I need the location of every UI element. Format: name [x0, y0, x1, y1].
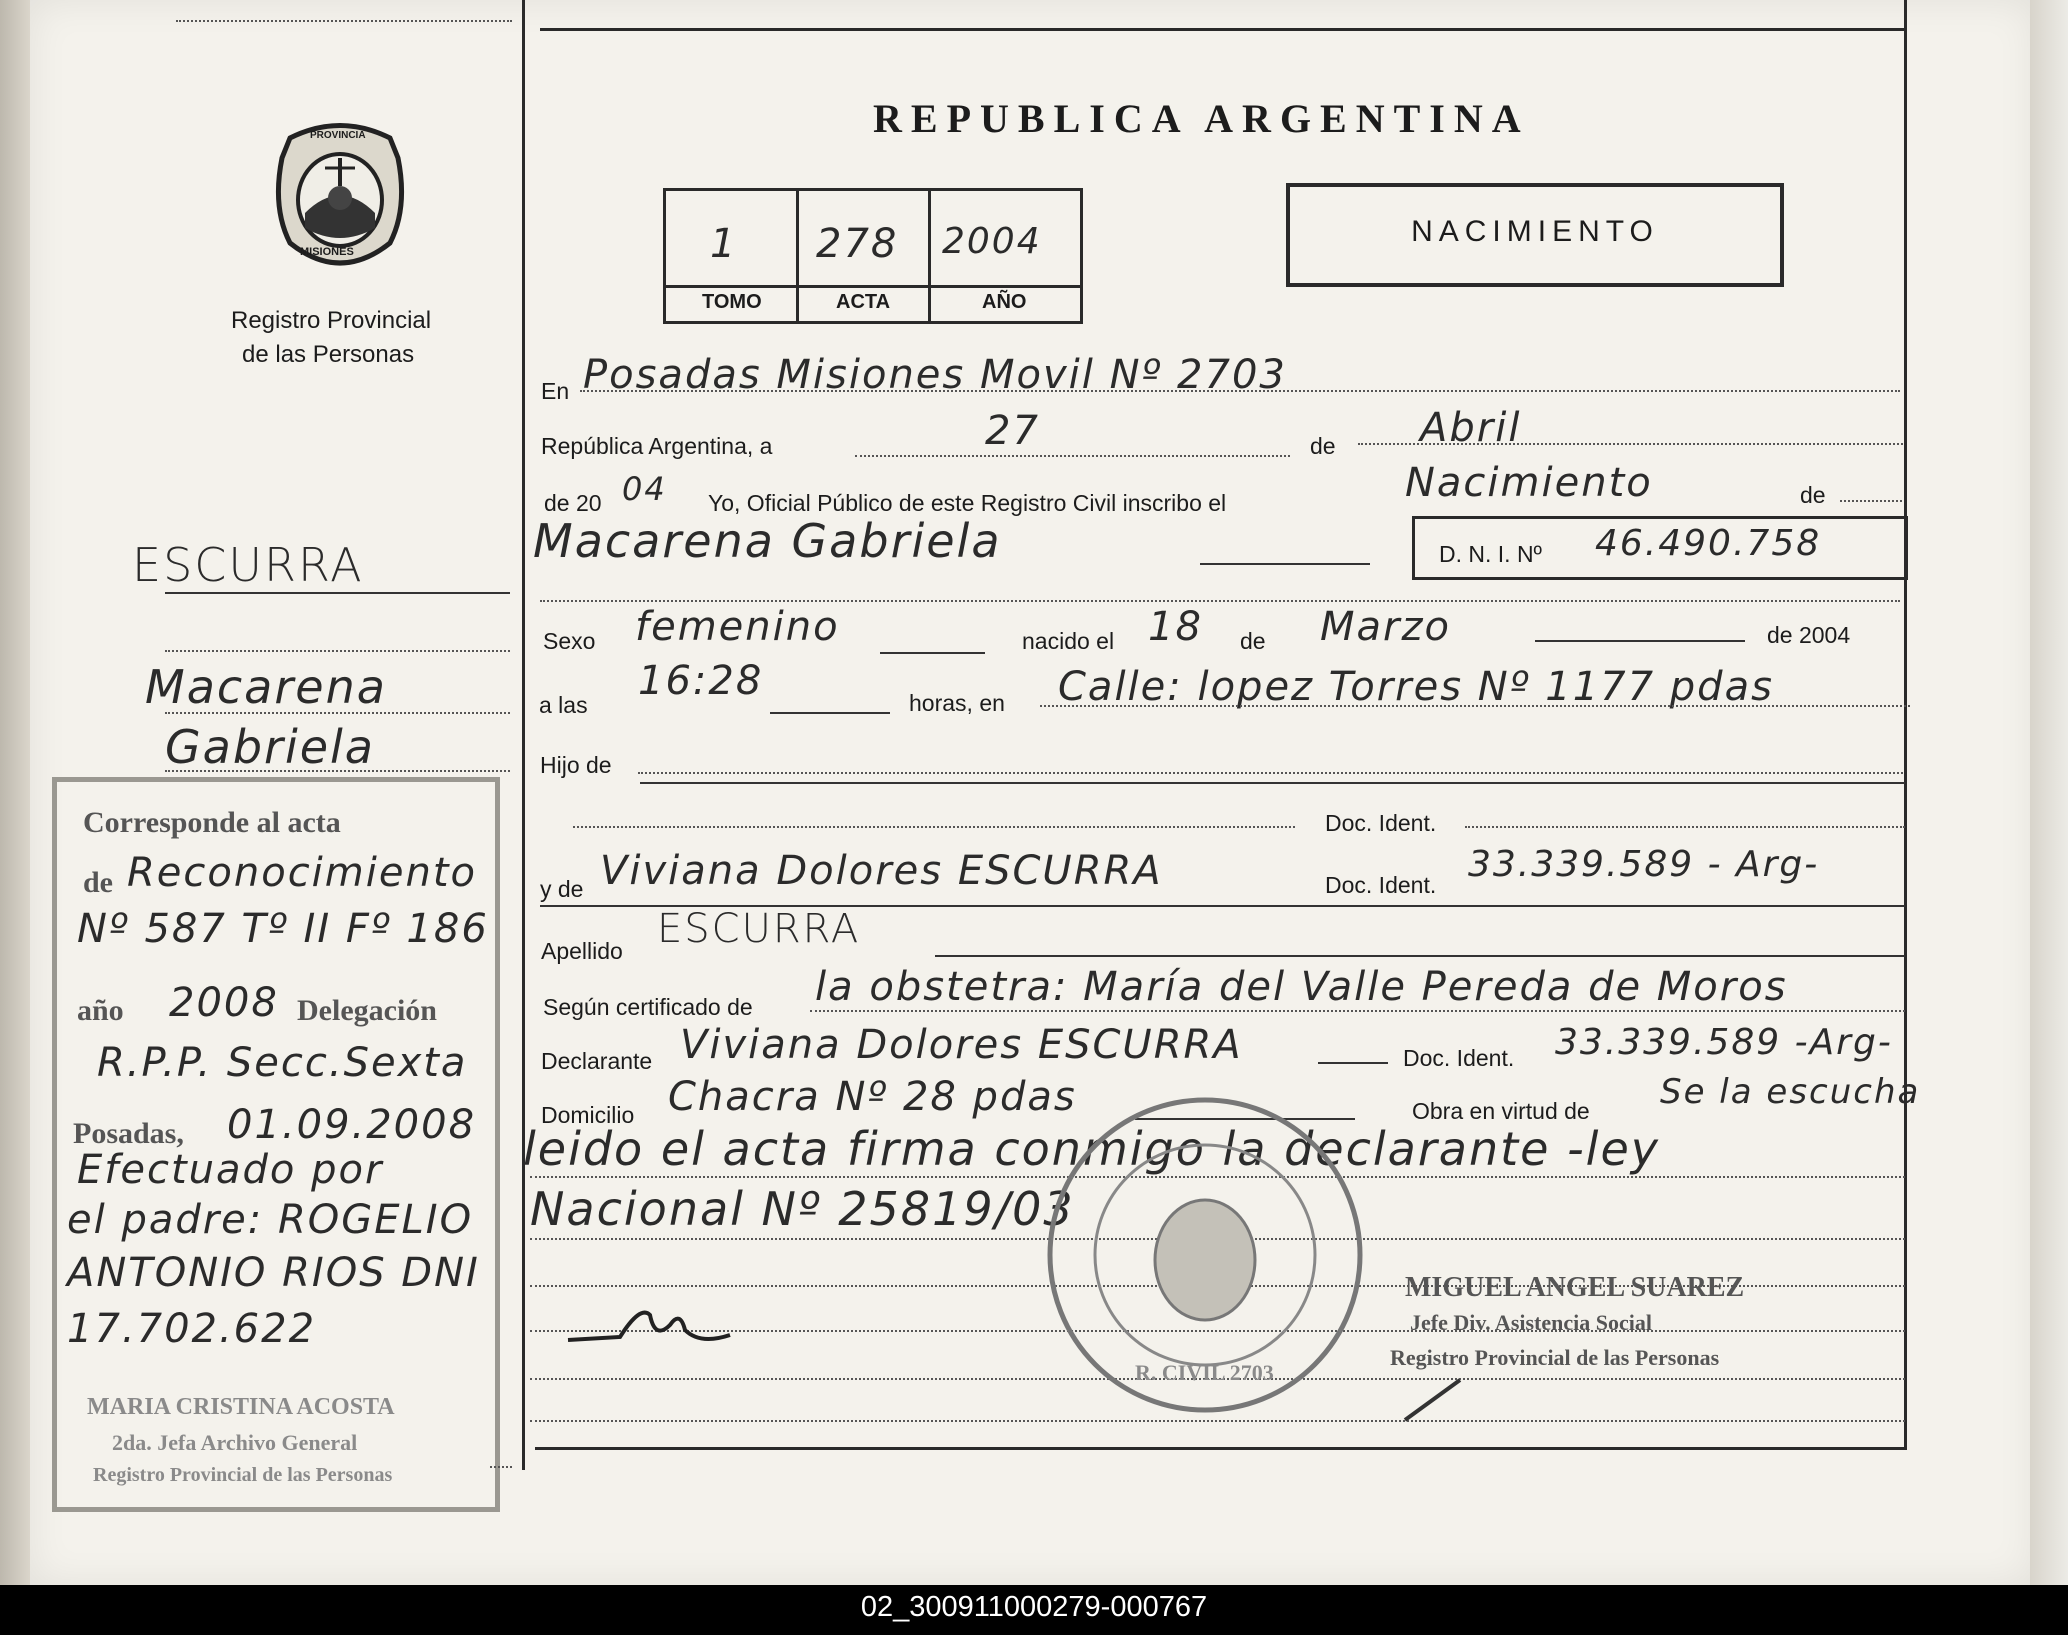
emblem-label: MISIONES: [300, 246, 354, 258]
record-box-divider: [666, 285, 1080, 288]
separator-line: [540, 600, 1900, 602]
stamp-line6-value: 01.09.2008: [227, 1102, 477, 1148]
acta-label: ACTA: [836, 291, 891, 313]
sexo-line: [880, 652, 985, 654]
en-label: En: [541, 378, 570, 404]
country-title: REPUBLICA ARGENTINA: [873, 96, 1530, 141]
paper-right-edge: [2030, 0, 2068, 1585]
hijo-line: [638, 772, 1903, 774]
day-value: 27: [985, 408, 1040, 454]
horas-label: horas, en: [909, 690, 1005, 716]
segun-value: la obstetra: María del Valle Pereda de Moros: [815, 964, 1788, 1010]
stamp-line4-suffix: Delegación: [297, 994, 437, 1027]
margin-bottom-line: [490, 1466, 512, 1468]
margin-line: [165, 770, 510, 772]
doc-ident-label3: Doc. Ident.: [1403, 1045, 1515, 1071]
dni-value: 46.490.758: [1595, 523, 1822, 564]
inscribo-value: Nacimiento: [1405, 460, 1653, 506]
stamp-line7: Efectuado por: [77, 1147, 384, 1193]
image-id-label: 02_300911000279-000767: [860, 1591, 1208, 1623]
official-org: Registro Provincial de las Personas: [1390, 1345, 1720, 1370]
declarante-label: Declarante: [541, 1048, 653, 1074]
official-role: Jefe Div. Asistencia Social: [1410, 1310, 1652, 1335]
de-label2: de: [1800, 482, 1826, 508]
nota-linea2: Nacional Nº 25819/03: [530, 1182, 1075, 1236]
record-type: NACIMIENTO: [1411, 215, 1659, 248]
record-number-box: [663, 188, 1083, 324]
doc-ident-label: Doc. Ident.: [1325, 810, 1437, 836]
y-de-label: y de: [540, 876, 584, 902]
record-box-divider: [796, 191, 799, 321]
misiones-emblem: [270, 118, 410, 278]
sexo-value: femenino: [635, 604, 840, 650]
top-left-dotted-line: [176, 20, 512, 22]
stamp-sign-org: Registro Provincial de las Personas: [93, 1464, 393, 1486]
dni-label: D. N. I. Nº: [1439, 541, 1542, 567]
right-border: [1904, 0, 1907, 1450]
domicilio-label: Domicilio: [541, 1102, 635, 1128]
doc-ident-label2: Doc. Ident.: [1325, 872, 1437, 898]
ano-value: 2004: [942, 221, 1042, 262]
margin-nombre2: Gabriela: [165, 720, 375, 774]
lugar-line: [1040, 705, 1910, 707]
de-label: de: [1310, 433, 1336, 459]
stamp-line2-value: Reconocimiento: [127, 850, 477, 896]
stamp-line4-value: 2008: [169, 980, 279, 1026]
margin-line: [165, 712, 510, 714]
margin-nombre1: Macarena: [145, 660, 387, 714]
official-name: MIGUEL ANGEL SUAREZ: [1405, 1272, 1745, 1303]
day-line: [855, 455, 1290, 457]
declarante-signature: [560, 1285, 740, 1355]
stamp-line3: Nº 587 Tº II Fº 186: [77, 906, 489, 952]
apellido-line: [935, 955, 1905, 957]
hora-value: 16:28: [638, 658, 764, 704]
declarante-doc: 33.339.589 -Arg-: [1555, 1022, 1893, 1063]
seal-inner-text: R. CIVIL 2703: [1135, 1360, 1274, 1385]
birth-month-line: [1535, 640, 1745, 642]
republica-label: República Argentina, a: [541, 433, 773, 459]
en-value: Posadas Misiones Movil Nº 2703: [583, 352, 1287, 398]
acta-value: 278: [816, 221, 899, 267]
column-divider: [522, 0, 525, 1470]
month-value: Abril: [1420, 405, 1522, 451]
stamp-sign-role: 2da. Jefa Archivo General: [112, 1430, 358, 1455]
stamp-line5: R.P.P. Secc.Sexta: [97, 1040, 468, 1086]
margin-apellido: ESCURRA: [132, 538, 364, 592]
margin-line: [165, 650, 510, 652]
margin-apellido-line: [165, 592, 510, 594]
record-type-box: [1286, 183, 1784, 287]
stamp-line4-prefix: año: [77, 994, 124, 1027]
civil-registry-seal: [1040, 1090, 1370, 1420]
paper-left-edge: [0, 0, 34, 1585]
yo-text: Yo, Oficial Público de este Registro Civil inscribo el: [708, 490, 1227, 516]
madre-doc: 33.339.589 - Arg-: [1468, 844, 1820, 885]
en-line: [580, 390, 1900, 392]
de-label3: de: [1240, 628, 1266, 654]
obra-value: Se la escucha: [1660, 1072, 1921, 1112]
nota-linea1: leido el acta firma conmigo la declarante -ley: [523, 1122, 1660, 1176]
de-20-label: de 20: [544, 490, 602, 516]
birth-month: Marzo: [1320, 604, 1451, 650]
segun-line: [810, 1010, 1905, 1012]
hijo-line2: [640, 782, 1905, 784]
segun-label: Según certificado de: [543, 994, 753, 1020]
hora-line: [770, 712, 890, 714]
declarante-value: Viviana Dolores ESCURRA: [680, 1022, 1243, 1068]
bottom-rule: [535, 1447, 1907, 1450]
sexo-label: Sexo: [543, 628, 596, 654]
dni-box: [1412, 516, 1908, 580]
apellido-value: ESCURRA: [657, 906, 861, 952]
emblem-top-label: PROVINCIA: [310, 130, 366, 141]
domicilio-value: Chacra Nº 28 pdas: [668, 1074, 1077, 1120]
registry-name-line2: de las Personas: [242, 341, 415, 368]
name-value: Macarena Gabriela: [533, 514, 1002, 568]
month-line: [1358, 443, 1903, 445]
apellido-label: Apellido: [541, 938, 623, 964]
top-rule: [540, 28, 1905, 31]
hijo-label: Hijo de: [540, 752, 612, 778]
blank-line: [530, 1420, 1905, 1422]
obra-label: Obra en virtud de: [1412, 1098, 1590, 1124]
stamp-line2-prefix: de: [83, 866, 113, 899]
padre-doc-line: [1465, 826, 1905, 828]
tomo-label: TOMO: [702, 291, 762, 313]
nacido-label: nacido el: [1022, 628, 1115, 654]
de-2004-label: de 2004: [1767, 622, 1851, 648]
registry-name-line1: Registro Provincial: [231, 307, 432, 334]
stamp-line10: 17.702.622: [67, 1306, 317, 1352]
year-suffix: 04: [622, 470, 667, 508]
madre-value: Viviana Dolores ESCURRA: [600, 848, 1163, 894]
inscribo-line: [1840, 500, 1902, 502]
stamp-line1: Corresponde al acta: [83, 806, 341, 839]
lugar-value: Calle: lopez Torres Nº 1177 pdas: [1058, 664, 1774, 710]
a-las-label: a las: [539, 692, 588, 718]
stamp-line9: ANTONIO RIOS DNI: [67, 1250, 480, 1296]
stamp-line8: el padre: ROGELIO: [67, 1197, 474, 1243]
padre-line: [573, 826, 1295, 828]
tomo-value: 1: [710, 221, 738, 267]
official-signature: [1400, 1370, 1520, 1430]
annotation-stamp: [52, 777, 500, 1512]
name-line: [1200, 563, 1370, 565]
birth-day: 18: [1148, 604, 1203, 650]
stamp-sign-name: MARIA CRISTINA ACOSTA: [87, 1394, 395, 1420]
ano-label: AÑO: [982, 291, 1027, 313]
declarante-line: [1318, 1062, 1388, 1064]
stamp-line6-prefix: Posadas,: [73, 1117, 184, 1150]
record-box-divider: [928, 191, 931, 321]
